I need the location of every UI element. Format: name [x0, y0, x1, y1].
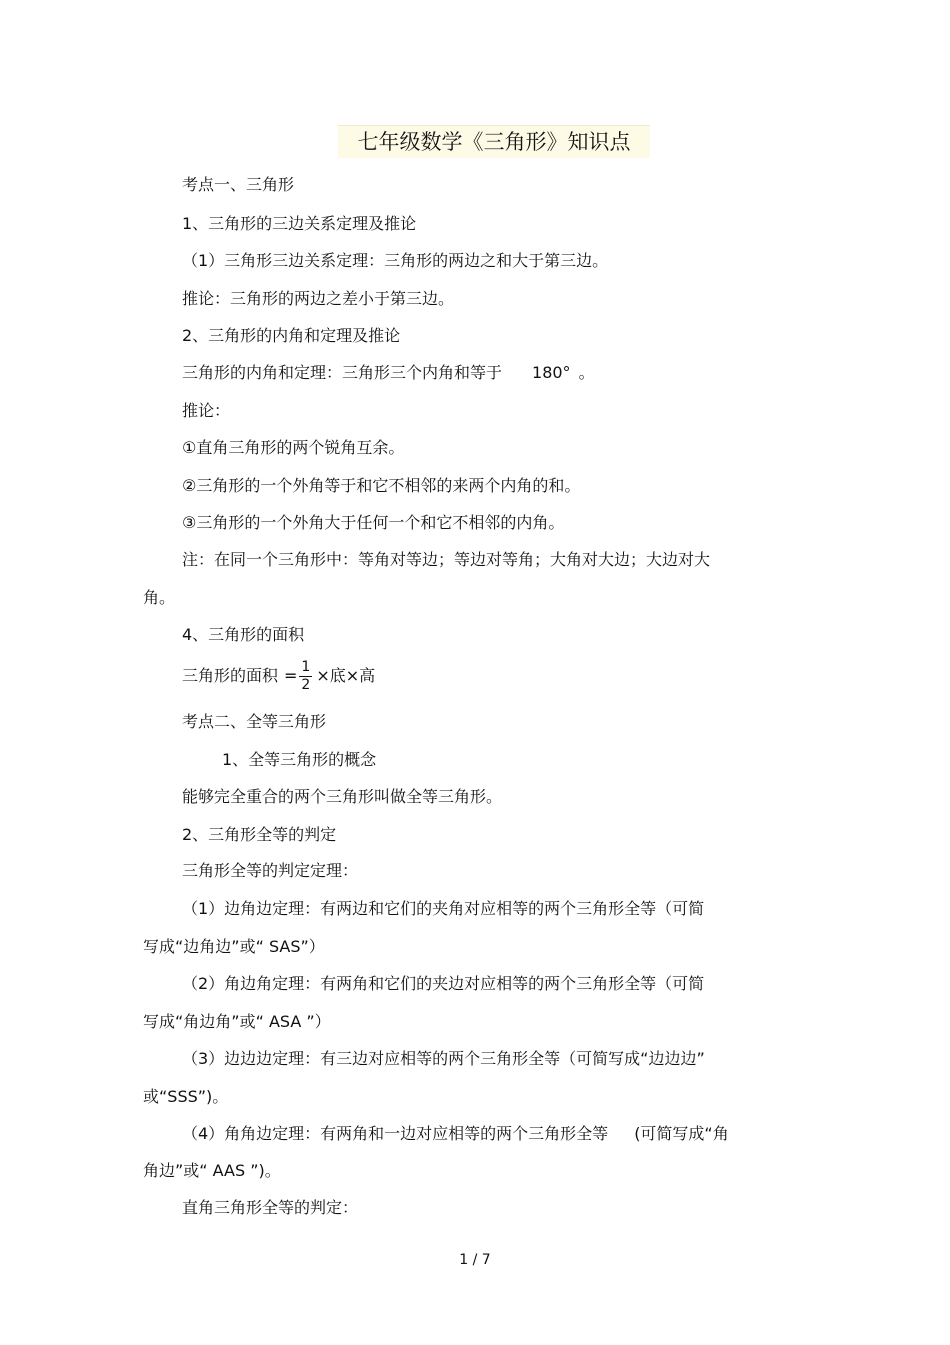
area-formula [182, 656, 375, 696]
paragraph-sides-corollary: 推论：三角形的两边之差小于第三边。 [182, 289, 455, 308]
subheading-triangle-sides: 1、三角形的三边关系定理及推论 [182, 214, 417, 233]
fraction-denominator: 2 [301, 677, 311, 693]
angle-sum-value: 180° [532, 363, 571, 382]
subheading-area: 4、三角形的面积 [182, 625, 305, 644]
subheading-congruent-concept: 1、全等三角形的概念 [222, 750, 377, 769]
criterion-aas-abbrev: (可简写成“角 [634, 1124, 729, 1143]
criterion-aas-text: （4）角角边定理：有两角和一边对应相等的两个三角形全等 [182, 1124, 609, 1143]
section-heading-2: 考点二、全等三角形 [182, 712, 327, 731]
note-line-1: 注：在同一个三角形中：等角对等边；等边对等角；大角对大边；大边对大 [182, 550, 711, 569]
criterion-sas-line-1: （1）边角边定理：有两边和它们的夹角对应相等的两个三角形全等（可简 [182, 899, 705, 918]
fraction-numerator: 1 [301, 659, 311, 675]
criterion-sss-line-2: 或“SSS”)。 [143, 1087, 229, 1106]
angle-sum-period: 。 [578, 363, 595, 382]
paragraph-congruent-definition: 能够完全重合的两个三角形叫做全等三角形。 [182, 787, 503, 806]
corollary-item-3: ③三角形的一个外角大于任何一个和它不相邻的内角。 [182, 513, 565, 532]
criterion-aas-line-1 [182, 1123, 729, 1145]
section-heading-1: 考点一、三角形 [182, 175, 295, 194]
document-title: 七年级数学《三角形》知识点 [338, 125, 650, 158]
criterion-sss-line-1: （3）边边边定理：有三边对应相等的两个三角形全等（可简写成“边边边” [182, 1049, 705, 1068]
note-line-2: 角。 [143, 588, 176, 607]
paragraph-criteria-label: 三角形全等的判定定理： [182, 861, 359, 880]
paragraph-right-triangle-criteria: 直角三角形全等的判定： [182, 1198, 359, 1217]
criterion-sas-line-2: 写成“边角边”或“ SAS”） [143, 937, 325, 956]
criterion-asa-line-2: 写成“角边角”或“ ASA ”） [143, 1012, 331, 1031]
subheading-congruence-criteria: 2、三角形全等的判定 [182, 825, 337, 844]
criterion-aas-line-2: 角边”或“ AAS ”)。 [143, 1161, 281, 1180]
subheading-interior-angles: 2、三角形的内角和定理及推论 [182, 326, 401, 345]
corollary-item-1: ①直角三角形的两个锐角互余。 [182, 438, 405, 457]
fraction-one-half [299, 659, 312, 694]
corollary-item-2: ②三角形的一个外角等于和它不相邻的来两个内角的和。 [182, 476, 581, 495]
paragraph-corollary-label: 推论： [182, 401, 231, 420]
paragraph-sides-theorem: （1）三角形三边关系定理：三角形的两边之和大于第三边。 [182, 251, 609, 270]
area-formula-rest: ×底×高 [316, 666, 376, 685]
area-formula-label: 三角形的面积 [182, 666, 279, 685]
page-number: 1 / 7 [459, 1252, 491, 1268]
angle-sum-text: 三角形的内角和定理：三角形三个内角和等于 [182, 363, 503, 382]
area-formula-equals: = [284, 666, 298, 685]
criterion-asa-line-1: （2）角边角定理：有两角和它们的夹边对应相等的两个三角形全等（可简 [182, 974, 705, 993]
paragraph-angle-sum [182, 362, 595, 384]
